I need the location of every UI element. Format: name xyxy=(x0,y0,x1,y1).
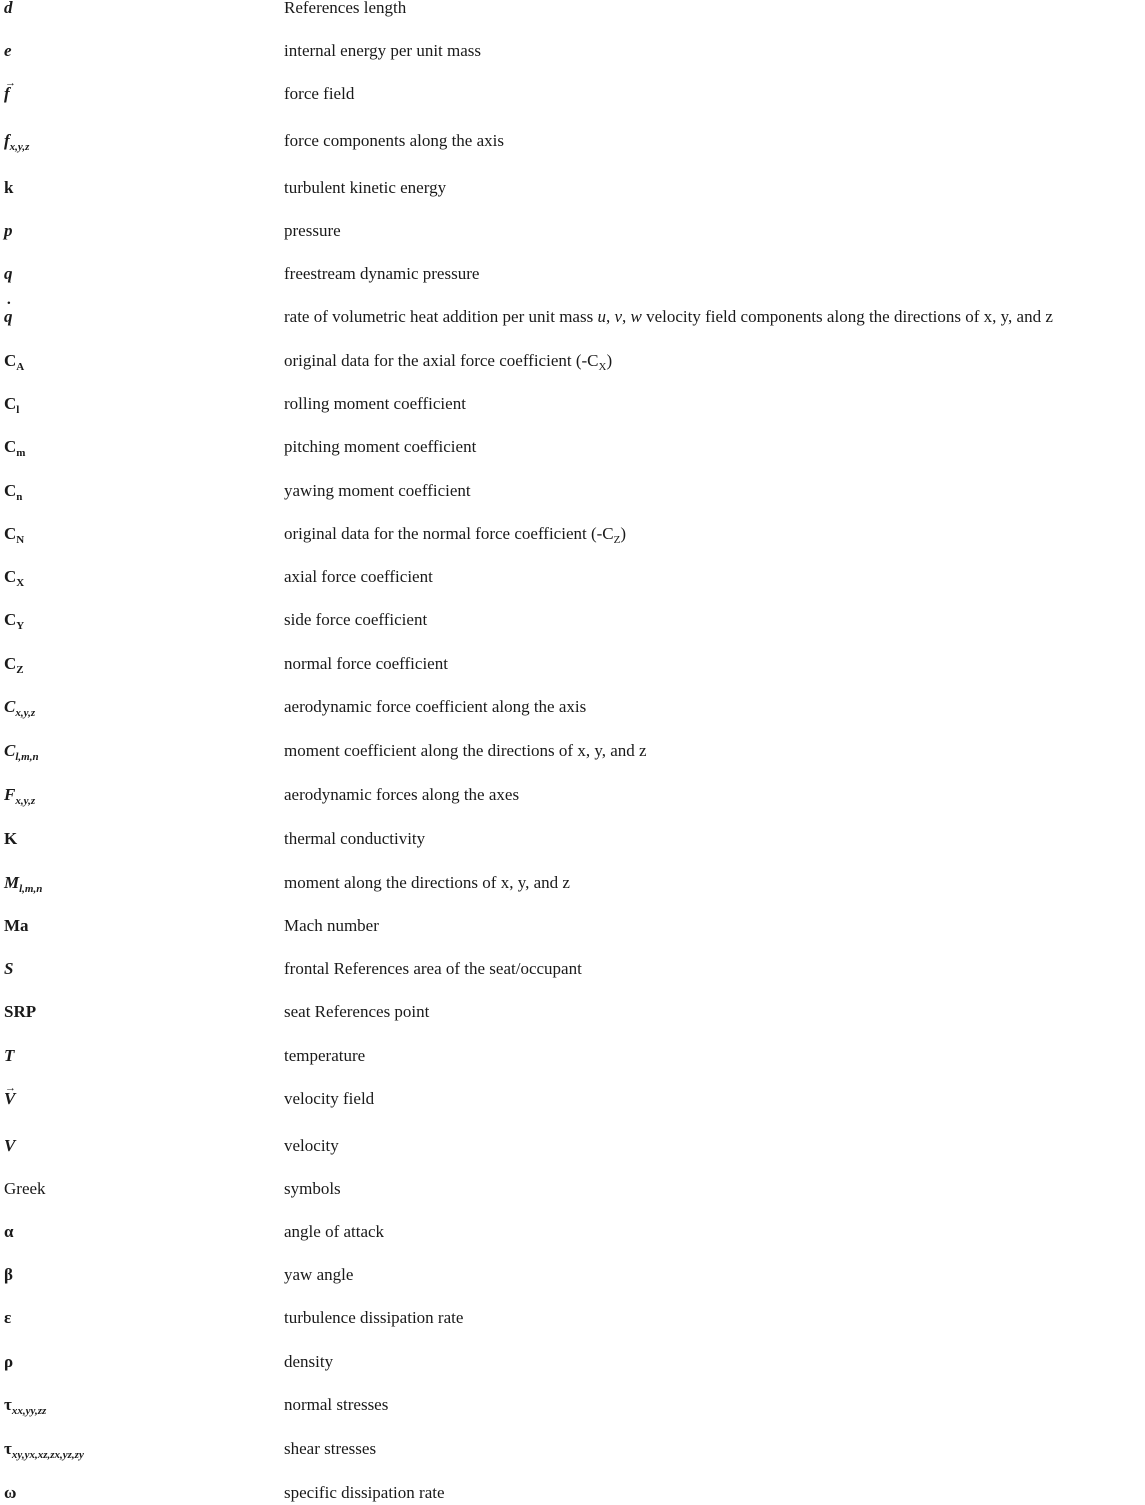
symbol: $C_l$ xyxy=(4,394,20,416)
symbol-subscript: Z xyxy=(16,664,24,676)
nomenclature-row-v xyxy=(0,1134,1145,1158)
symbol: $C_m$ xyxy=(4,437,26,459)
symbol: $\tau_{xx,yy,zz}$ xyxy=(4,1395,47,1417)
description: moment along the directions of x, y, and z xyxy=(284,873,570,892)
nomenclature-row-tau-shear xyxy=(0,1437,1145,1461)
symbol-subscript: N xyxy=(16,534,25,546)
nomenclature-row-omega xyxy=(0,1481,1145,1505)
description: pitching moment coefficient xyxy=(284,437,477,456)
description: specific dissipation rate xyxy=(284,1483,445,1502)
symbol-subscript: x,y,z xyxy=(9,141,30,153)
description: original data for the normal force coefficient $(-C_Z)$ xyxy=(284,524,627,546)
description: normal stresses xyxy=(284,1395,389,1414)
nomenclature-row-p xyxy=(0,219,1145,243)
description: freestream dynamic pressure xyxy=(284,264,480,283)
symbol: d xyxy=(4,0,13,17)
symbol-subscript: X xyxy=(16,577,25,589)
symbol: q xyxy=(4,264,13,283)
nomenclature-row-v-vector xyxy=(0,1087,1145,1111)
symbol: k xyxy=(4,178,14,197)
description: original data for the axial force coefficient $(-C_X)$ xyxy=(284,351,613,373)
nomenclature-row-srp xyxy=(0,1000,1145,1024)
description: temperature xyxy=(284,1046,366,1065)
description: density xyxy=(284,1352,334,1371)
symbol-subscript: xx,yy,zz xyxy=(11,1405,47,1417)
symbol: K xyxy=(4,829,18,848)
description: yawing moment coefficient xyxy=(284,481,471,500)
description: side force coefficient xyxy=(284,610,428,629)
symbol: $C_N$ xyxy=(4,524,25,546)
symbol-subscript: Y xyxy=(16,620,25,632)
description: turbulence dissipation rate xyxy=(284,1308,464,1327)
description: rolling moment coefficient xyxy=(284,394,466,413)
nomenclature-row-f-vector xyxy=(0,82,1145,106)
nomenclature-row-cm xyxy=(0,435,1145,459)
nomenclature-row-cz xyxy=(0,652,1145,676)
description: axial force coefficient xyxy=(284,567,433,586)
description: Mach number xyxy=(284,916,379,935)
description: force field xyxy=(284,84,355,103)
description: velocity xyxy=(284,1136,339,1155)
symbol: e xyxy=(4,41,12,60)
nomenclature-row-cx xyxy=(0,565,1145,589)
nomenclature-row-d xyxy=(0,0,1145,20)
symbol: $M_{l,m,n}$ xyxy=(4,873,43,895)
symbol: SRP xyxy=(4,1002,37,1021)
description: internal energy per unit mass xyxy=(284,41,482,60)
nomenclature-row-tau-normal xyxy=(0,1393,1145,1417)
nomenclature-row-ma xyxy=(0,914,1145,938)
symbol: $C_X$ xyxy=(4,567,25,589)
description: normal force coefficient xyxy=(284,654,448,673)
symbol-subscript: l xyxy=(16,404,20,416)
nomenclature-row-m-lmn xyxy=(0,871,1145,895)
symbol-subscript: l,m,n xyxy=(19,883,43,895)
nomenclature-row-ca xyxy=(0,349,1145,373)
description: yaw angle xyxy=(284,1265,354,1284)
symbol: V xyxy=(4,1136,16,1155)
symbol: Greek xyxy=(4,1179,46,1198)
description: turbulent kinetic energy xyxy=(284,178,447,197)
nomenclature-row-cy xyxy=(0,608,1145,632)
symbol: $C_A$ xyxy=(4,351,25,373)
nomenclature-row-k xyxy=(0,176,1145,200)
symbol-subscript: A xyxy=(16,361,25,373)
description: frontal References area of the seat/occupant xyxy=(284,959,582,978)
description: seat References point xyxy=(284,1002,430,1021)
symbol: S xyxy=(4,959,14,978)
symbol: ρ xyxy=(4,1352,14,1371)
nomenclature-row-f-xyz xyxy=(0,129,1145,153)
symbol xyxy=(4,305,13,329)
symbol: $C_n$ xyxy=(4,481,23,503)
nomenclature-row-q-dot xyxy=(0,305,1145,329)
symbol: $C_Z$ xyxy=(4,654,24,676)
symbol-subscript: l,m,n xyxy=(15,751,39,763)
symbol: T xyxy=(4,1046,15,1065)
nomenclature-row-cn xyxy=(0,479,1145,503)
symbol-subscript: n xyxy=(16,491,23,503)
description: References length xyxy=(284,0,407,17)
description: aerodynamic force coefficient along the axis xyxy=(284,697,587,716)
symbol xyxy=(4,82,10,106)
symbol: $\tau_{xy,yx,xz,zx,yz,zy}$ xyxy=(4,1439,84,1461)
symbol-subscript: x,y,z xyxy=(15,795,36,807)
symbol-subscript: xy,yx,xz,zx,yz,zy xyxy=(11,1449,84,1461)
description: moment coefficient along the directions of x, y, and z xyxy=(284,741,647,760)
symbol: ε xyxy=(4,1308,12,1327)
nomenclature-row-f-forces xyxy=(0,783,1145,807)
symbol-subscript: x,y,z xyxy=(15,707,36,719)
vector-arrow-icon: → V xyxy=(4,1087,15,1111)
nomenclature-row-epsilon xyxy=(0,1306,1145,1330)
dot-accent-icon: ˙ q xyxy=(4,305,13,329)
nomenclature-row-q xyxy=(0,262,1145,286)
description: angle of attack xyxy=(284,1222,385,1241)
nomenclature-row-t xyxy=(0,1044,1145,1068)
nomenclature-row-s xyxy=(0,957,1145,981)
symbol: Ma xyxy=(4,916,29,935)
nomenclature-row-rho xyxy=(0,1350,1145,1374)
symbol: $C_{l,m,n}$ xyxy=(4,741,39,763)
symbol-subscript: m xyxy=(16,447,26,459)
nomenclature-row-e xyxy=(0,39,1145,63)
description: thermal conductivity xyxy=(284,829,426,848)
symbol: ω xyxy=(4,1483,17,1502)
nomenclature-row-c-lmn xyxy=(0,739,1145,763)
nomenclature-row-greek-heading xyxy=(0,1177,1145,1201)
description: force components along the axis xyxy=(284,131,504,150)
symbol xyxy=(4,1087,15,1111)
description: symbols xyxy=(284,1179,341,1198)
description: velocity field xyxy=(284,1089,375,1108)
vector-arrow-icon: → f xyxy=(4,82,10,106)
symbol: p xyxy=(4,221,13,240)
nomenclature-row-alpha xyxy=(0,1220,1145,1244)
nomenclature-row-cl xyxy=(0,392,1145,416)
symbol: $f_{x,y,z}$ xyxy=(4,131,30,153)
description: rate of volumetric heat addition per unit mass u, v, w velocity field components along the directions of x, y, and z xyxy=(284,307,1053,326)
nomenclature-row-beta xyxy=(0,1263,1145,1287)
symbol: $C_Y$ xyxy=(4,610,25,632)
symbol: β xyxy=(4,1265,13,1284)
nomenclature-row-cn-normal xyxy=(0,522,1145,546)
symbol: $F_{x,y,z}$ xyxy=(4,785,36,807)
description: aerodynamic forces along the axes xyxy=(284,785,520,804)
description: pressure xyxy=(284,221,341,240)
symbol: α xyxy=(4,1222,14,1241)
nomenclature-row-k-thermal xyxy=(0,827,1145,851)
nomenclature-row-c-xyz xyxy=(0,695,1145,719)
description: shear stresses xyxy=(284,1439,377,1458)
symbol: $C_{x,y,z}$ xyxy=(4,697,36,719)
